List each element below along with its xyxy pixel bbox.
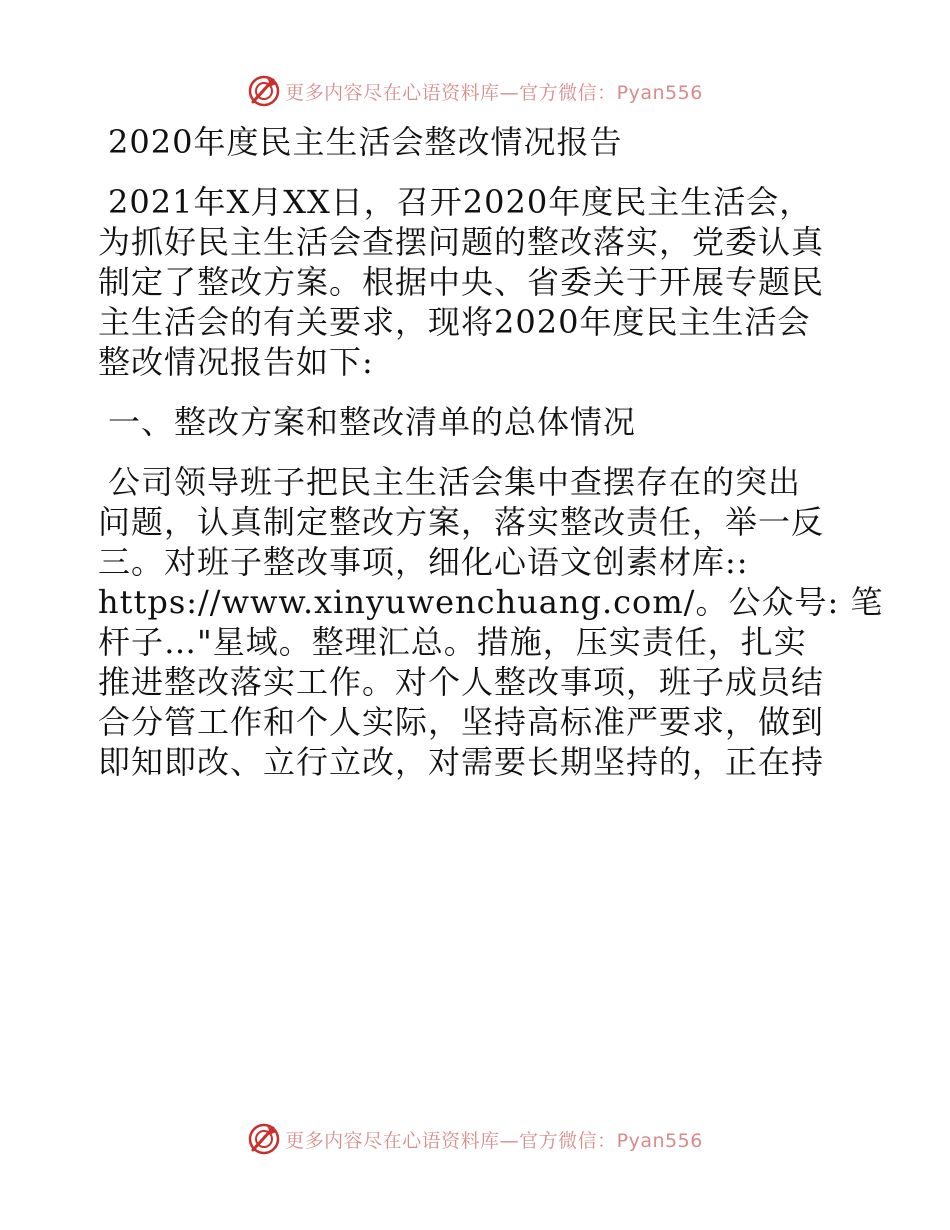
paragraph-line: 问题，认真制定整改方案，落实整改责任，举一反 — [98, 503, 825, 541]
paragraph-line: 合分管工作和个人实际，坚持高标准严要求，做到 — [98, 703, 825, 741]
watermark-text: 更多内容尽在心语资料库—官方微信：Pyan556 — [285, 81, 703, 104]
brand-logo-icon — [247, 74, 281, 108]
paragraph-line: 整改情况报告如下: — [98, 343, 374, 381]
watermark-text: 更多内容尽在心语资料库—官方微信：Pyan556 — [285, 1129, 703, 1152]
paragraph-intro — [98, 182, 858, 382]
paragraph-line: 公司领导班子把民主生活会集中查摆存在的突出 — [108, 463, 802, 501]
paragraph-line: 推进整改落实工作。对个人整改事项，班子成员结 — [98, 663, 825, 701]
paragraph-line: 制定了整改方案。根据中央、省委关于开展专题民 — [98, 263, 825, 301]
paragraph-line: 三。对班子整改事项，细化心语文创素材库:: — [98, 543, 749, 581]
paragraph-line: 杆子…"星域。整理汇总。措施，压实责任，扎实 — [98, 623, 807, 661]
document-body — [98, 122, 884, 782]
watermark-footer — [0, 1119, 950, 1159]
paragraph-line: 2021年X月XX日，召开2020年度民主生活会， — [108, 183, 813, 221]
paragraph-line: 即知即改、立行立改，对需要长期坚持的，正在持 — [98, 743, 825, 781]
document-title: 2020年度民主生活会整改情况报告 — [108, 123, 623, 161]
paragraph-line: https://www.xinyuwenchuang.com/。公众号: 笔 — [98, 583, 884, 621]
section-heading: 一、整改方案和整改清单的总体情况 — [108, 403, 637, 441]
paragraph-line: 主生活会的有关要求，现将2020年度民主生活会 — [98, 303, 811, 341]
watermark-header — [0, 71, 950, 111]
brand-logo-icon — [247, 1122, 281, 1156]
paragraph-line: 为抓好民主生活会查摆问题的整改落实，党委认真 — [98, 223, 825, 261]
paragraph-section-1 — [98, 462, 884, 782]
